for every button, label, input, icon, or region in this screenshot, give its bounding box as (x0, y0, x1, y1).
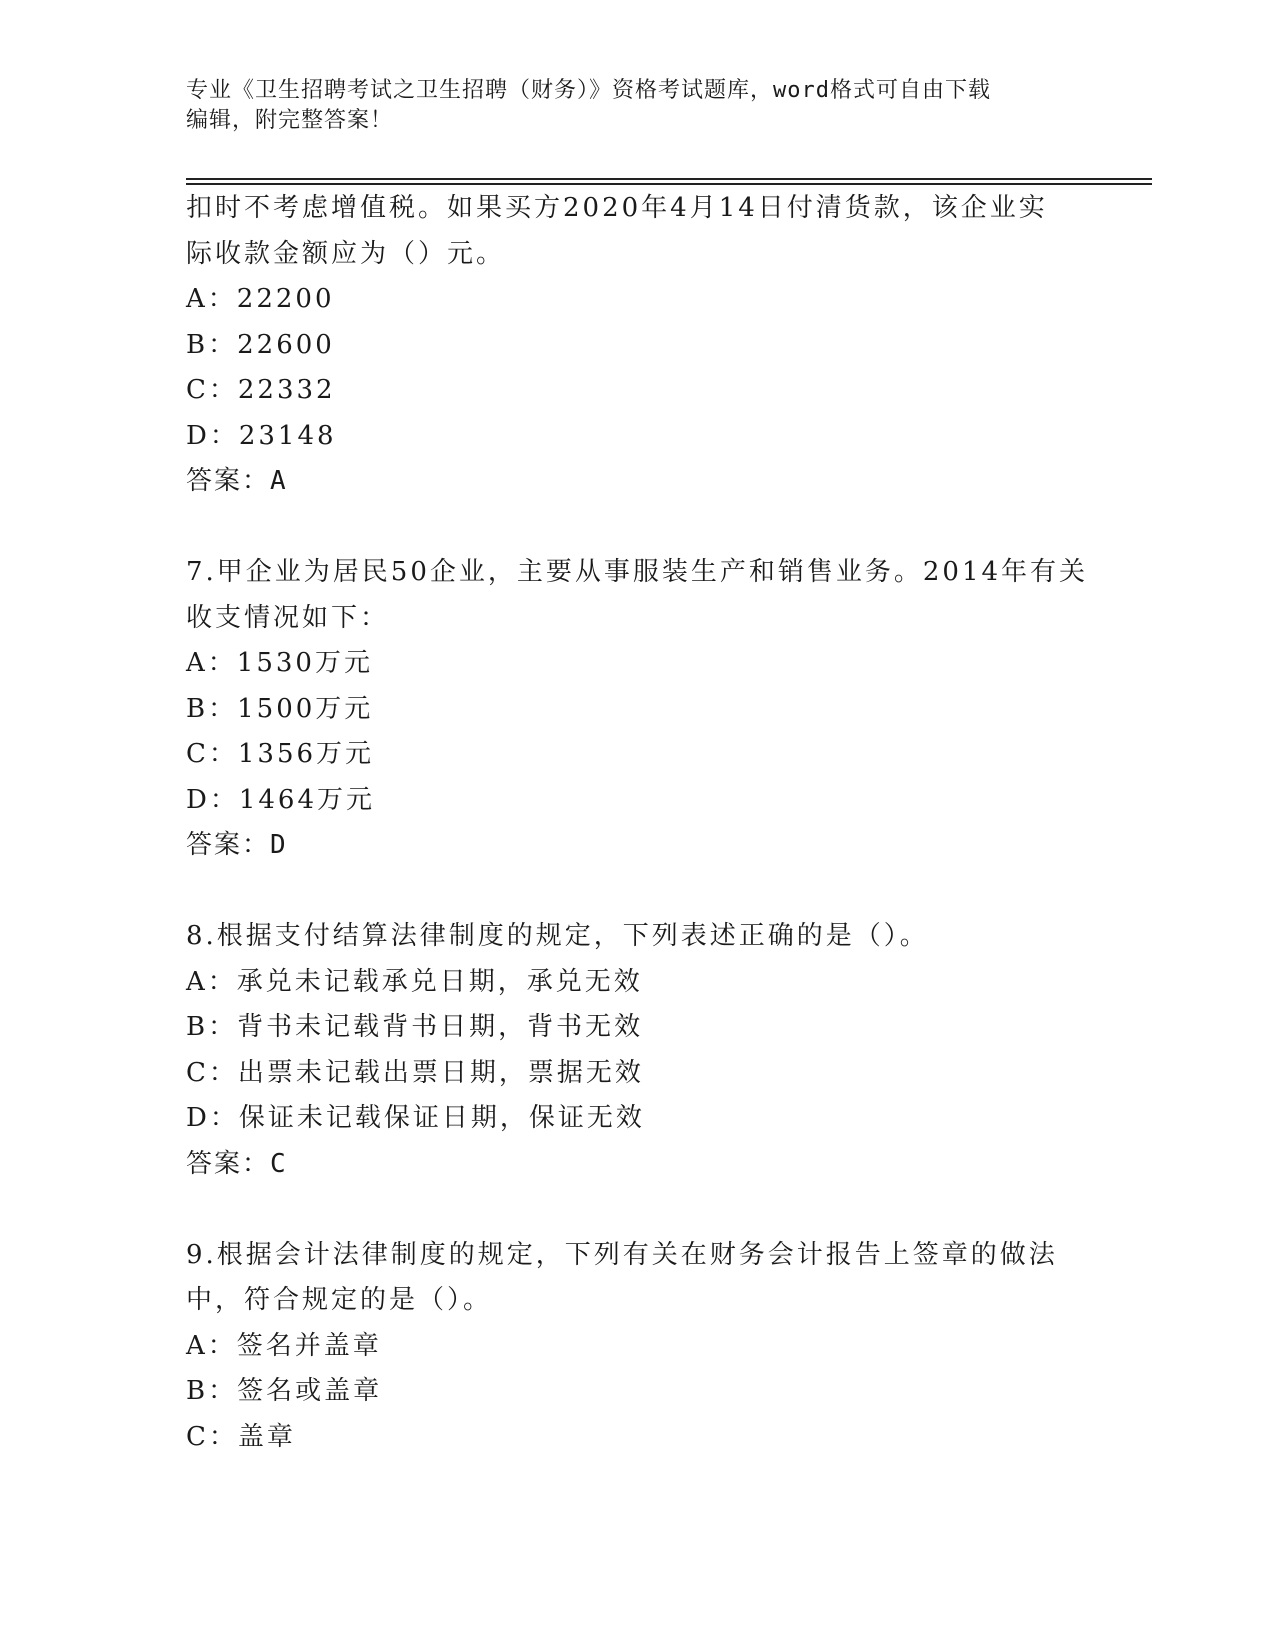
question-7 (186, 550, 1089, 869)
question-text-line: 8.根据支付结算法律制度的规定，下列表述正确的是（）。 (186, 921, 929, 951)
option-a: A：22200 (186, 284, 335, 314)
question-text-line: 9.根据会计法律制度的规定，下列有关在财务会计报告上签章的做法 (186, 1239, 1058, 1270)
spacer (186, 505, 1086, 551)
question-text-line: 收支情况如下： (186, 602, 390, 633)
answer-label: 答案：A (186, 466, 288, 496)
option-a: A：承兑未记载承兑日期，承兑无效 (186, 966, 643, 997)
option-b: B：1500万元 (186, 693, 374, 724)
header-line-1: 专业《卫生招聘考试之卫生招聘（财务）》资格考试题库，word格式可自由下载 (186, 78, 991, 103)
spacer (186, 869, 1086, 915)
question-content (186, 186, 1089, 1460)
option-a: A：1530万元 (186, 648, 373, 678)
option-d: D：保证未记载保证日期，保证无效 (186, 1103, 645, 1133)
option-a: A：签名并盖章 (186, 1330, 382, 1361)
option-b: B：22600 (186, 329, 335, 360)
question-text-line: 中，符合规定的是（）。 (186, 1285, 493, 1315)
option-d: D：1464万元 (186, 784, 376, 815)
question-text-line: 7.甲企业为居民50企业，主要从事服装生产和销售业务。2014年有关 (186, 557, 1089, 587)
option-d: D：23148 (186, 420, 337, 451)
header-rule-top (186, 178, 1152, 180)
document-header (186, 76, 1086, 136)
question-6 (186, 186, 1086, 505)
option-c: C：1356万元 (186, 739, 375, 769)
question-text-line: 扣时不考虑增值税。如果买方2020年4月14日付清货款，该企业实 (186, 193, 1048, 223)
option-c: C：出票未记载出票日期，票据无效 (186, 1057, 644, 1088)
answer-label: 答案：D (186, 830, 288, 860)
question-9 (186, 1233, 1086, 1461)
option-b: B：签名或盖章 (186, 1376, 383, 1406)
header-rule-bottom (186, 183, 1152, 185)
answer-label: 答案：C (186, 1148, 288, 1179)
option-c: C：盖章 (186, 1421, 296, 1452)
header-line-2: 编辑，附完整答案！ (186, 108, 394, 133)
option-c: C：22332 (186, 375, 336, 405)
question-8 (186, 914, 1086, 1187)
question-text-line: 际收款金额应为（）元。 (186, 238, 506, 269)
option-b: B：背书未记载背书日期，背书无效 (186, 1012, 644, 1042)
spacer (186, 1187, 1086, 1233)
